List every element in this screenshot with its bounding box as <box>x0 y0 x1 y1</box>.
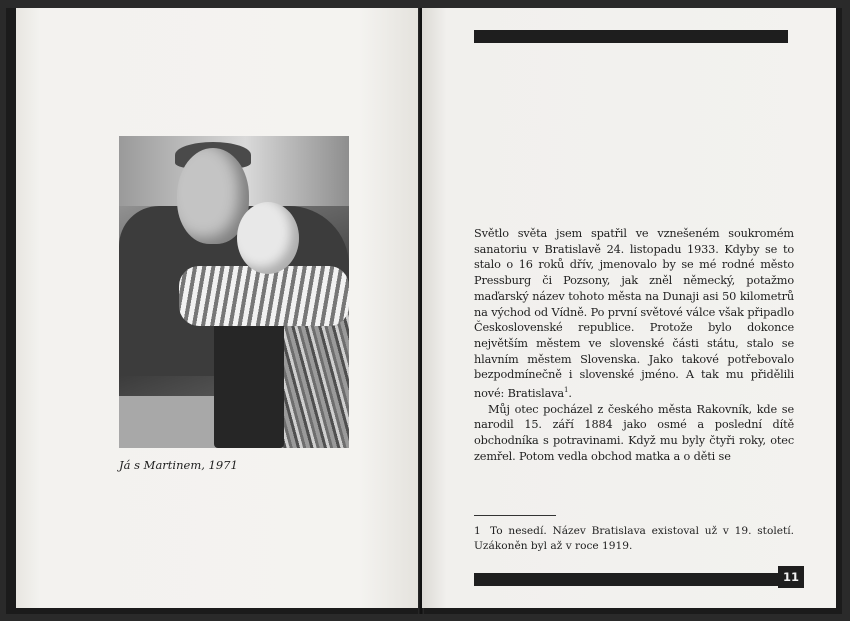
left-page <box>16 8 420 608</box>
footnote-divider <box>474 515 556 516</box>
paragraph-1: Světlo světa jsem spatřil ve vznešeném soukromém sanatoriu v Bratislavě 24. listopadu 1933. Kdyby se to stalo o 16 roků dřív, jmenovalo by se mé rodné město Pressburg či Pozsony, jak zněl německý, potažmo maďarský název tohoto města na Dunaji asi 50 kilometrů na východ od Vídně. Po první světové válce však připadlo Československé republice. Protože bylo dokonce největším městem ve slovenské části státu, stalo se hlavním městem Slovenska. Jako takové potřebovalo bezpodmínečně i slovenské jméno. A tak mu přidělili nové: Bratislava$^1$. <box>474 227 794 400</box>
footnote-text: To nesedí. Název Bratislava existoval už v 19. století. Uzákoněn byl až v roce 1919. <box>474 525 794 552</box>
footnote-ref[interactable]: 1 <box>564 386 569 395</box>
footer-bar <box>474 573 778 586</box>
body-text <box>474 226 794 464</box>
photo-baby-sweater <box>179 266 349 326</box>
header-bar <box>474 30 788 43</box>
right-page <box>422 8 836 608</box>
photo-caption: Já s Martinem, 1971 <box>119 458 238 472</box>
page-number: 11 <box>778 566 804 588</box>
open-book <box>6 8 842 614</box>
photo <box>119 136 349 448</box>
footnote-number: 1 <box>474 525 481 537</box>
paragraph-1-text: Světlo světa jsem spatřil ve vznešeném soukromém sanatoriu v Bratislavě 24. listopadu 1933. Kdyby se to stalo o 16 roků dřív, jmenovalo by se mé rodné město Pressburg či Pozsony, jak zněl německý, potažmo maďarský název tohoto města na Dunaji asi 50 kilometrů na východ od Vídně. Po první světové válce však připadlo Československé republice. Protože bylo dokonce největším městem ve slovenské části státu, stalo se hlavním městem Slovenska. Jako takové potřebovalo bezpodmínečně i slovenské jméno. A tak mu přidělili nové: Bratislava <box>474 227 794 400</box>
footnote <box>474 524 794 554</box>
paragraph-2: Můj otec pocházel z českého města Rakovník, kde se narodil 15. září 1884 jako osmé a poslední dítě obchodníka s potravinami. Když mu byly čtyři roky, otec zemřel. Potom vedla obchod matka a o děti se <box>474 402 794 463</box>
photo-baby-head <box>237 202 299 274</box>
